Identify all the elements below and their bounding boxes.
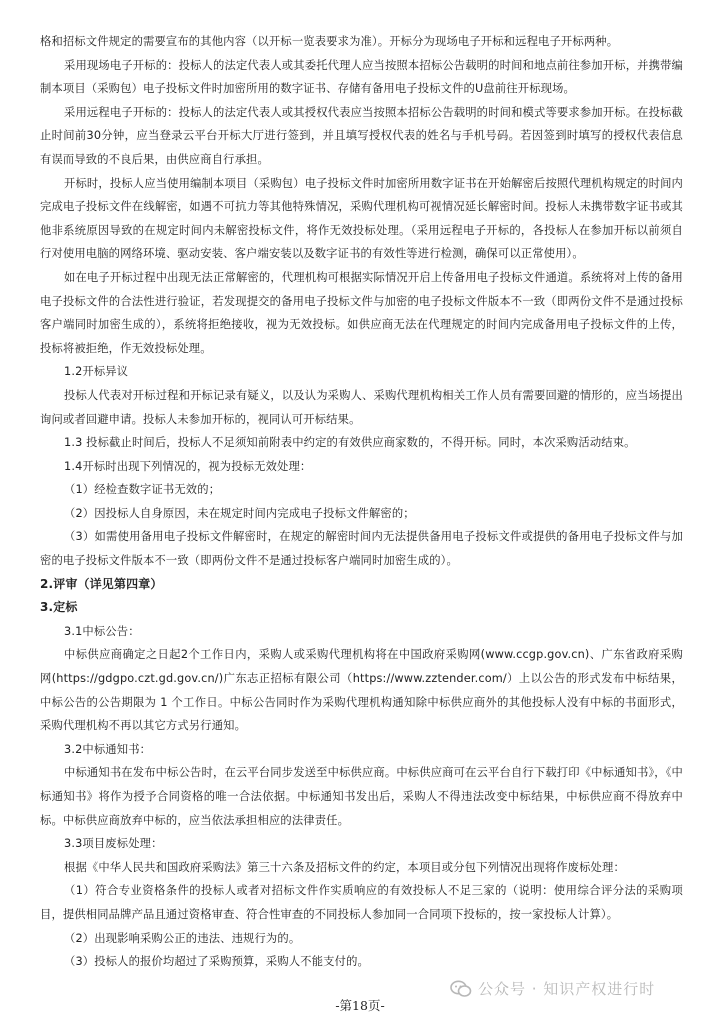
document-page bbox=[40, 30, 683, 974]
paragraph: （2）因投标人自身原因，未在规定时间内完成电子投标文件解密的； bbox=[64, 506, 415, 520]
page-number: -第18页- bbox=[335, 998, 385, 1013]
paragraph: 开标时，投标人应当使用编制本项目（采购包）电子投标文件时加密所用数字证书在开始解密后按照代理机构规定的时间内完成电子投标文件在线解密，如遇不可抗力等其他特殊情况，采购代理机构可视情况延长解密时间。投标人未携带数字证书或其他非系统原因导致的在规定时间内未解密投标文件，将作无效投标处理。（采用远程电子开标的，各投标人在参加开标以前须自行对使用电脑的网络环境、驱动安装、客户端安装以及数字证书的有效性等进行检测，确保可以正常使用）。 bbox=[40, 176, 683, 261]
paragraph: 1.3 投标截止时间后，投标人不足须知前附表中约定的有效供应商家数的，不得开标。同时，本次采购活动结束。 bbox=[64, 436, 636, 450]
paragraph: 1.4开标时出现下列情况的，视为投标无效处理： bbox=[64, 459, 312, 473]
paragraph: 中标供应商确定之日起2个工作日内，采购人或采购代理机构将在中国政府采购网(www.ccgp.gov.cn)、广东省政府采购网(https://gdgpo.czt.gd.gov.cn/)广东志正招标有限公司（https://www.zztender.com/）上以公告的形式发布中标结果，中标公告的公告期限为 1 个工作日。中标公告同时作为采购代理机构通知除中标供应商外的其他投标人没有中标的书面形式，采购代理机构不再以其它方式另行通知。 bbox=[40, 648, 683, 733]
paragraph: 格和招标文件规定的需要宣布的其他内容（以开标一览表要求为准）。开标分为现场电子开标和远程电子开标两种。 bbox=[40, 35, 619, 48]
wechat-icon bbox=[450, 980, 472, 998]
paragraph: 3.2中标通知书： bbox=[64, 742, 152, 756]
paragraph: 3.1中标公告： bbox=[64, 624, 140, 638]
paragraph: （1）经检查数字证书无效的； bbox=[64, 483, 221, 497]
paragraph: 中标通知书在发布中标公告时，在云平台同步发送至中标供应商。中标供应商可在云平台自行下载打印《中标通知书》，《中标通知书》将作为授予合同资格的唯一合法依据。中标通知书发出后，采购人不得违法改变中标结果，中标供应商不得放弃中标。中标供应商放弃中标的，应当依法承担相应的法律责任。 bbox=[40, 766, 683, 827]
paragraph: 如在电子开标过程中出现无法正常解密的，代理机构可根据实际情况开启上传备用电子投标文件通道。系统将对上传的备用电子投标文件的合法性进行验证，若发现提交的备用电子投标文件与加密的电子投标文件版本不一致（即两份文件不是通过投标客户端同时加密生成的），系统将拒绝接收，视为无效投标。如供应商无法在代理规定的时间内完成备用电子投标文件的上传，投标将被拒绝，作无效投标处理。 bbox=[40, 270, 683, 355]
paragraph: （3）投标人的报价均超过了采购预算，采购人不能支付的。 bbox=[64, 955, 369, 969]
paragraph: 3.3项目废标处理： bbox=[64, 837, 163, 851]
paragraph: （1）符合专业资格条件的投标人或者对招标文件作实质响应的有效投标人不足三家的（说明：使用综合评分法的采购项目，提供相同品牌产品且通过资格审查、符合性审查的不同投标人参加同一合同项下投标的，按一家投标人计算）。 bbox=[40, 884, 683, 921]
paragraph: （2）出现影响采购公正的违法、违规行为的。 bbox=[64, 931, 301, 945]
section-heading: 2.评审（详见第四章） bbox=[40, 576, 163, 591]
paragraph: 采用现场电子开标的：投标人的法定代表人或其委托代理人应当按照本招标公告载明的时间和地点前往参加开标，并携带编制本项目（采购包）电子投标文件时加密所用的数字证书、存储有备用电子投标文件的U盘前往开标现场。 bbox=[40, 58, 683, 96]
paragraph: 投标人代表对开标过程和开标记录有疑义，以及认为采购人、采购代理机构相关工作人员有需要回避的情形的，应当场提出询问或者回避申请。投标人未参加开标的，视同认可开标结果。 bbox=[40, 388, 683, 426]
paragraph: （3）如需使用备用电子投标文件解密时，在规定的解密时间内无法提供备用电子投标文件或提供的备用电子投标文件与加密的电子投标文件版本不一致（即两份文件不是通过投标客户端同时加密生成的）。 bbox=[40, 530, 683, 568]
paragraph: 采用远程电子开标的：投标人的法定代表人或其授权代表应当按照本招标公告载明的时间和模式等要求参加开标。在投标截止时间前30分钟，应当登录云平台开标大厅进行签到，并且填写授权代表的姓名与手机号码。若因签到时填写的授权代表信息有误而导致的不良后果，由供应商自行承担。 bbox=[40, 105, 683, 166]
paragraph: 1.2开标异议 bbox=[64, 365, 129, 379]
watermark-text: 公众号 · 知识产权进行时 bbox=[478, 980, 656, 998]
section-heading: 3.定标 bbox=[40, 600, 78, 615]
paragraph: 根据《中华人民共和国政府采购法》第三十六条及招标文件的约定，本项目或分包下列情况出现将作废标处理： bbox=[64, 860, 625, 874]
